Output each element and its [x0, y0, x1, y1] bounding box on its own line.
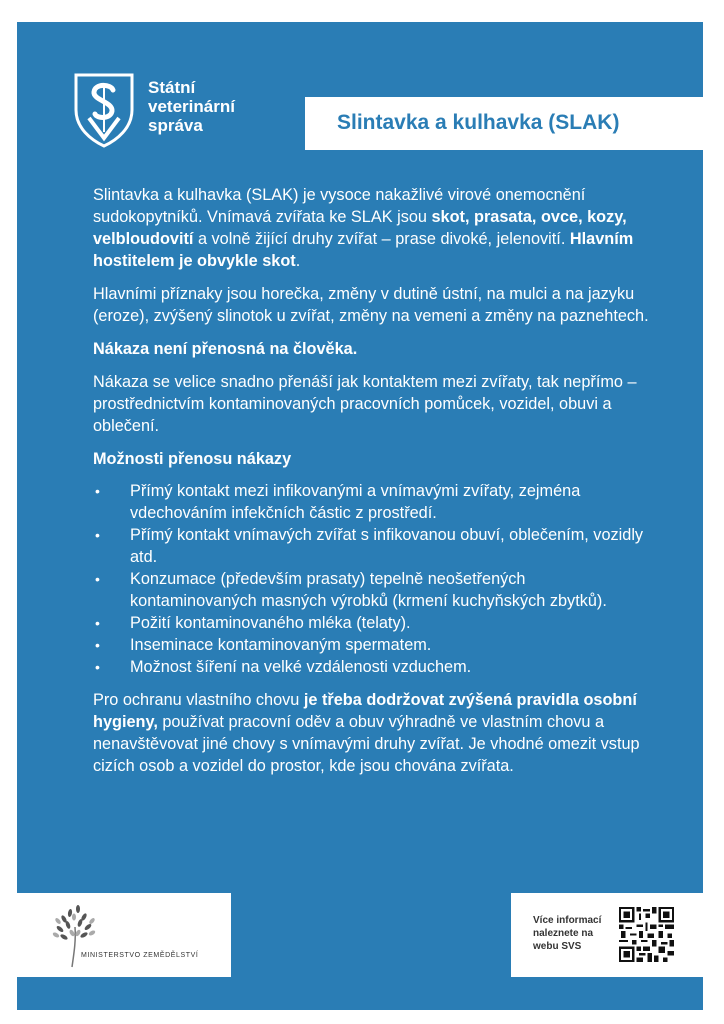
hygiene-bold: je třeba dodržovat zvýšená pravidla osobní hygieny,	[93, 691, 637, 731]
hygiene-text: používat pracovní oděv a obuv výhradně ve vlastním chovu a nenavštěvovat jiné chovy s vnímavými druhy zvířat. Je vhodné omezit vstup cizích osob a vozidel do prostor, kde jsou chována zvířata.	[93, 713, 640, 775]
org-name-line: veterinární	[148, 97, 235, 116]
list-item: • Přímý kontakt mezi infikovanými a vnímavými zvířaty, zejména vdechováním infekčních částic z prostředí.	[93, 480, 653, 524]
ministry-name: MINISTERSTVO ZEMĚDĚLSTVÍ	[81, 952, 199, 959]
org-name-line: správa	[148, 116, 203, 135]
org-name-line: Státní	[148, 78, 196, 97]
intro-bold-species: skot, prasata, ovce, kozy, velbloudovití	[93, 208, 627, 248]
intro-text: a volně žijící druhy zvířat – prase divoké, jelenovití.	[193, 230, 570, 248]
list-item: • Konzumace (především prasaty) tepelně neošetřených kontaminovaných masných výrobků (krmení kuchyňských zbytků).	[93, 568, 653, 612]
not-transmissible-note	[93, 338, 653, 360]
svs-shield-icon	[73, 72, 135, 148]
more-info-text	[533, 914, 613, 953]
list-item: • Inseminace kontaminovaným spermatem.	[93, 634, 653, 656]
tree-icon	[50, 903, 100, 969]
transmission-list	[93, 480, 653, 678]
transmission-heading	[93, 448, 653, 470]
title-bar	[305, 97, 703, 150]
more-info-line: webu SVS	[533, 941, 582, 952]
transmission-heading-text: Možnosti přenosu nákazy	[93, 450, 292, 468]
intro-bold-host: Hlavním hostitelem je obvykle skot	[93, 230, 634, 270]
qr-code-icon[interactable]	[619, 906, 674, 963]
intro-text: .	[295, 252, 301, 270]
list-item: • Možnost šíření na velké vzdálenosti vzduchem.	[93, 656, 653, 678]
list-item: • Požití kontaminovaného mléka (telaty).	[93, 612, 653, 634]
more-info-line: Více informací	[533, 915, 602, 926]
main-content	[93, 184, 653, 788]
list-item: • Přímý kontakt vnímavých zvířat s infikovanou obuví, oblečením, vozidly atd.	[93, 524, 653, 568]
more-info-line: naleznete na	[533, 928, 594, 939]
page-title: Slintavka a kulhavka (SLAK)	[337, 111, 620, 134]
intro-text: Slintavka a kulhavka (SLAK) je vysoce nakažlivé virové onemocnění sudokopytníků. Vnímavá zvířata ke SLAK jsou	[93, 186, 586, 226]
symptoms-paragraph: Hlavními příznaky jsou horečka, změny v dutině ústní, na mulci a na jazyku (eroze), zvýšený slinotok u zvířat, změny na vemeni a změny na paznehtech.	[93, 285, 649, 325]
intro-paragraph	[93, 184, 653, 272]
org-name	[148, 78, 235, 135]
hygiene-paragraph	[93, 689, 653, 777]
hygiene-text: Pro ochranu vlastního chovu	[93, 691, 304, 709]
spread-paragraph: Nákaza se velice snadno přenáší jak kontaktem mezi zvířaty, tak nepřímo – prostřednictvím kontaminovaných pracovních pomůcek, vozidel, obuvi a oblečení.	[93, 373, 637, 435]
not-transmissible-text: Nákaza není přenosná na člověka.	[93, 340, 358, 358]
